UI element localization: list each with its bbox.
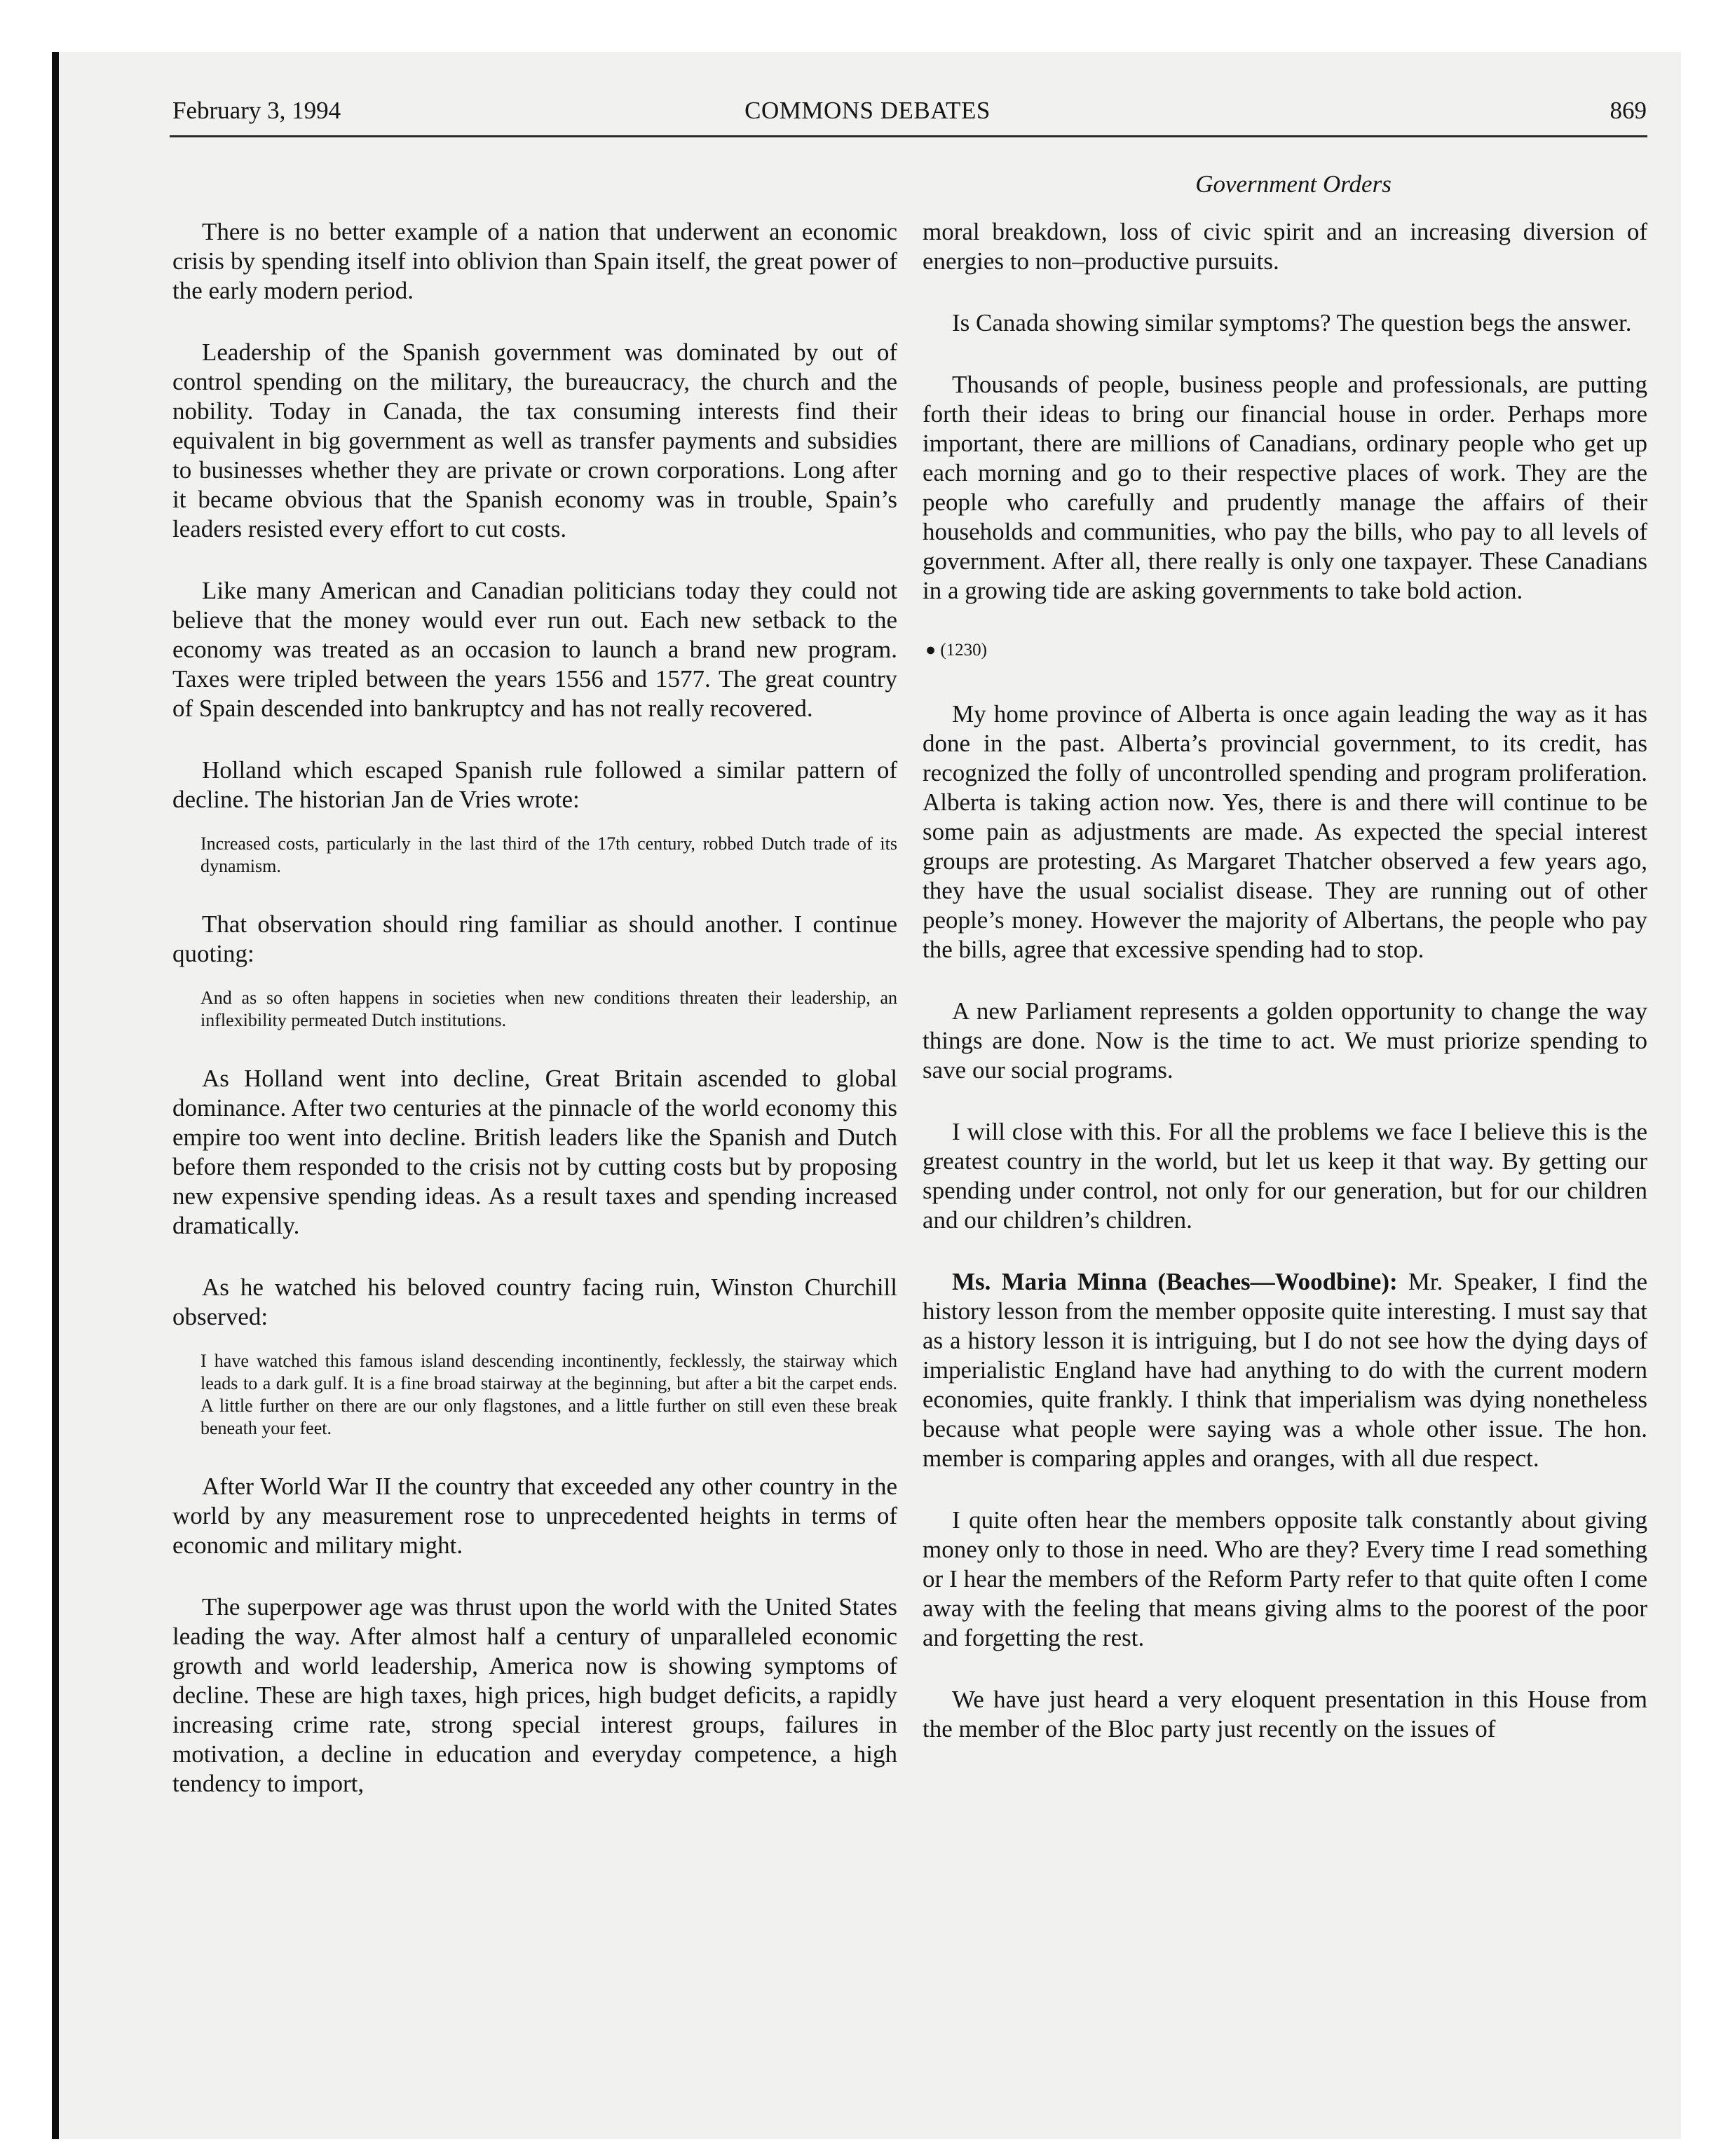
speaker-name: Ms. Maria Minna (Beaches—Woodbine):	[952, 1268, 1398, 1295]
right-column	[923, 217, 1647, 1744]
paragraph: A new Parliament represents a golden opportunity to change the way things are done. Now is the time to act. We must priorize spending to save our social programs.	[923, 997, 1647, 1084]
binding-edge	[52, 52, 59, 2139]
paragraph: As he watched his beloved country facing ruin, Winston Churchill observed:	[172, 1274, 897, 1330]
paragraph: The superpower age was thrust upon the world with the United States leading the way. After almost half a century of unparalleled economic growth and world leadership, America now is showing symptoms of decline. These are high taxes, high prices, high budget deficits, a rapidly increasing crime rate, strong special interest groups, failures in motivation, a decline in education and everyday competence, a high tendency to import,	[172, 1593, 897, 1797]
paragraph: Thousands of people, business people and professionals, are putting forth their ideas to bring our financial house in order. Perhaps more important, there are millions of Canadians, ordinary people who get up each morning and go to their respective places of work. They are the people who carefully and prudently manage the affairs of their households and communities, who pay the bills, who pay to all levels of government. After all, there really is only one taxpayer. These Canadians in a growing tide are asking governments to take bold action.	[923, 371, 1647, 604]
time-marker: ● (1230)	[925, 641, 988, 660]
paragraph: As Holland went into decline, Great Britain ascended to global dominance. After two centuries at the pinnacle of the world economy this empire too went into decline. British leaders like the Spanish and Dutch before them responded to the crisis not by cutting costs but by proposing new expensive spending ideas. As a result taxes and spending increased dramatically.	[172, 1065, 897, 1239]
paragraph: Holland which escaped Spanish rule followed a similar pattern of decline. The historian Jan de Vries wrote:	[172, 756, 897, 813]
paragraph: Like many American and Canadian politicians today they could not believe that the money would ever run out. Each new setback to the economy was treated as an occasion to launch a brand new program. Taxes were tripled between the years 1556 and 1577. The great country of Spain descended into bankruptcy and has not really recovered.	[172, 577, 897, 722]
header-rule	[170, 135, 1647, 137]
paragraph: There is no better example of a nation that underwent an economic crisis by spending itself into oblivion than Spain itself, the great power of the early modern period.	[172, 218, 897, 304]
block-quote: I have watched this famous island descending incontinently, fecklessly, the stairway which leads to a dark gulf. It is a fine broad stairway at the beginning, but after a bit the carpet ends. A little further on there are our only flagstones, and a little further on still even these break beneath your feet.	[200, 1351, 897, 1438]
paragraph: moral breakdown, loss of civic spirit and an increasing diversion of energies to non–productive pursuits.	[923, 218, 1647, 275]
header-date: February 3, 1994	[172, 97, 341, 124]
page-number: 869	[1610, 97, 1647, 124]
paragraph: I will close with this. For all the problems we face I believe this is the greatest country in the world, but let us keep it that way. By getting our spending under control, not only for our generation, but for our children and our children’s children.	[923, 1118, 1647, 1234]
paragraph: After World War II the country that exceeded any other country in the world by any measurement rose to unprecedented heights in terms of economic and military might.	[172, 1473, 897, 1559]
speech-paragraph	[923, 1267, 1647, 1473]
paragraph: Is Canada showing similar symptoms? The question begs the answer.	[952, 309, 1632, 336]
section-heading: Government Orders	[1195, 170, 1392, 198]
paragraph: I quite often hear the members opposite talk constantly about giving money only to those in need. Who are they? Every time I read something or I hear the members of the Reform Party refer to that quite often I come away with the feeling that means giving alms to the poorest of the poor and forgetting the rest.	[923, 1506, 1647, 1651]
block-quote: And as so often happens in societies when new conditions threaten their leadership, an inflexibility permeated Dutch institutions.	[200, 988, 897, 1030]
paragraph: That observation should ring familiar as should another. I continue quoting:	[172, 910, 897, 967]
speech-text: Mr. Speaker, I find the history lesson from the member opposite quite interesting. I must say that as a history lesson it is intriguing, but I do not see how the dying days of imperialistic England have had anything to do with the current modern economies, quite frankly. I think that imperialism was dying nonetheless because what people were saying was a whole other issue. The hon. member is comparing apples and oranges, with all due respect.	[923, 1268, 1647, 1472]
publication-title: COMMONS DEBATES	[744, 97, 991, 124]
paragraph: We have just heard a very eloquent presentation in this House from the member of the Bloc party just recently on the issues of	[923, 1686, 1647, 1742]
paragraph: My home province of Alberta is once again leading the way as it has done in the past. Alberta’s provincial government, to its credit, has recognized the folly of uncontrolled spending and program proliferation. Alberta is taking action now. Yes, there is and there will continue to be some pain as adjustments are made. As expected the special interest groups are protesting. As Margaret Thatcher observed a few years ago, they have the usual socialist disease. They are running out of other people’s money. However the majority of Albertans, the people who pay the bills, agree that excessive spending had to stop.	[923, 700, 1647, 963]
block-quote: Increased costs, particularly in the last third of the 17th century, robbed Dutch trade of its dynamism.	[200, 833, 897, 876]
left-column	[172, 217, 897, 1799]
paragraph: Leadership of the Spanish government was dominated by out of control spending on the military, the bureaucracy, the church and the nobility. Today in Canada, the tax consuming interests find their equivalent in big government as well as transfer payments and subsidies to businesses whether they are private or crown corporations. Long after it became obvious that the Spanish economy was in trouble, Spain’s leaders resisted every effort to cut costs.	[172, 339, 897, 543]
